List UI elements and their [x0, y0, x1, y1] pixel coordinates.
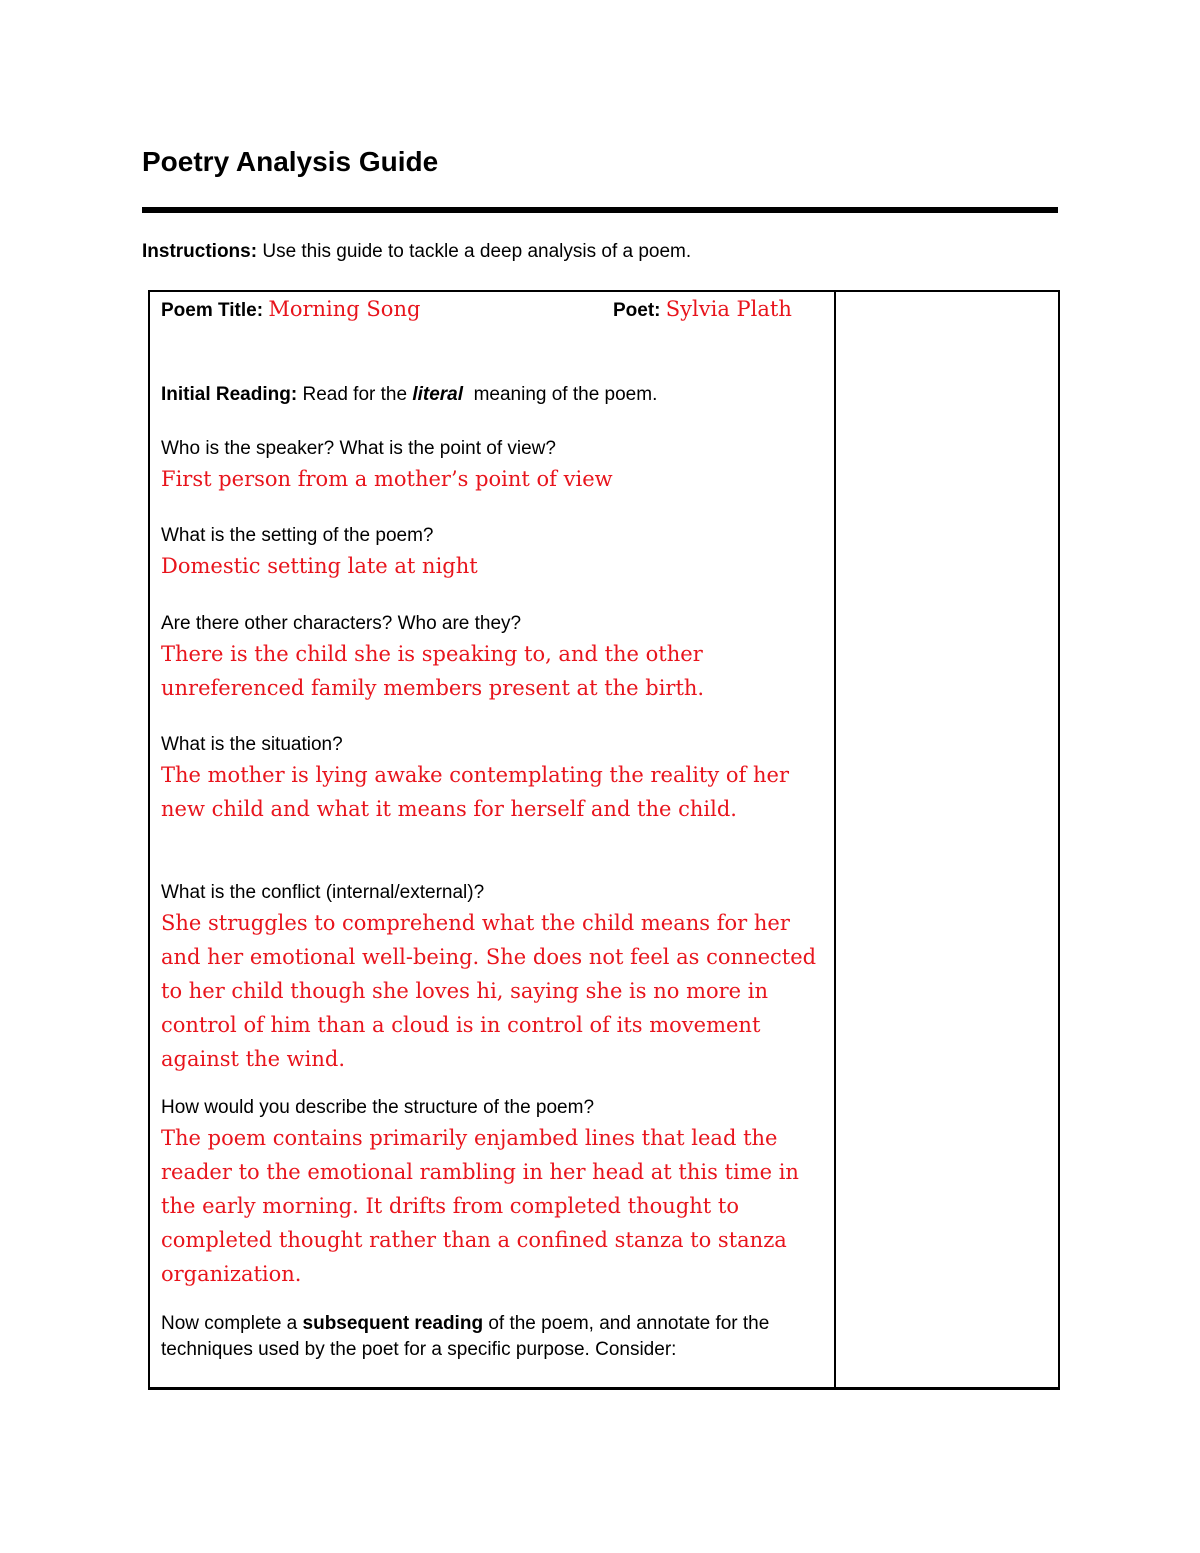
answer-situation: The mother is lying awake contemplating the reality of her new child and what it means for herself and the child. — [161, 763, 789, 821]
poet-label: Poet: — [613, 300, 661, 321]
question-setting: What is the setting of the poem? — [161, 525, 434, 546]
notes-column-divider — [834, 290, 836, 1390]
subsequent-reading — [161, 1311, 826, 1363]
answer-characters: There is the child she is speaking to, and the other unreferenced family members present at the birth. — [161, 642, 705, 700]
subsequent-pre: Now complete a — [161, 1313, 303, 1334]
answer-speaker: First person from a mother’s point of view — [161, 467, 613, 491]
initial-reading-emphasis: literal — [412, 384, 464, 405]
instructions — [142, 240, 691, 264]
question-situation: What is the situation? — [161, 734, 343, 755]
title-divider — [142, 207, 1058, 213]
initial-reading — [161, 382, 826, 408]
question-structure: How would you describe the structure of the poem? — [161, 1097, 595, 1118]
poem-title-label: Poem Title: — [161, 300, 264, 321]
instructions-text: Use this guide to tackle a deep analysis of a poem. — [257, 241, 692, 262]
subsequent-bold: subsequent reading — [302, 1313, 484, 1334]
initial-reading-label: Initial Reading: — [161, 384, 298, 405]
answer-conflict: She struggles to comprehend what the child means for her and her emotional well-being. She does not feel as connected to her child though she loves hi, saying she is no more in control of him than a cloud is in control of its movement against the wind. — [161, 911, 817, 1071]
subsequent-post: of the poem, and annotate for the techniques used by the poet for a specific purpose. Consider: — [161, 1313, 770, 1360]
question-conflict: What is the conflict (internal/external)? — [161, 882, 485, 903]
question-characters: Are there other characters? Who are they? — [161, 613, 522, 634]
answer-setting: Domestic setting late at night — [161, 554, 478, 578]
initial-reading-pre: Read for the — [297, 384, 413, 405]
instructions-label: Instructions: — [142, 241, 258, 262]
answer-structure: The poem contains primarily enjambed lines that lead the reader to the emotional rambling in her head at this time in the early morning. It drifts from completed thought to completed thought rather than a confined stanza to stanza organization. — [161, 1126, 799, 1286]
poet-row — [613, 296, 792, 324]
poem-title-value: Morning Song — [268, 297, 421, 321]
initial-reading-post: meaning of the poem. — [463, 384, 658, 405]
question-speaker: Who is the speaker? What is the point of view? — [161, 438, 556, 459]
poet-value: Sylvia Plath — [665, 297, 792, 321]
page-title: Poetry Analysis Guide — [142, 146, 439, 177]
